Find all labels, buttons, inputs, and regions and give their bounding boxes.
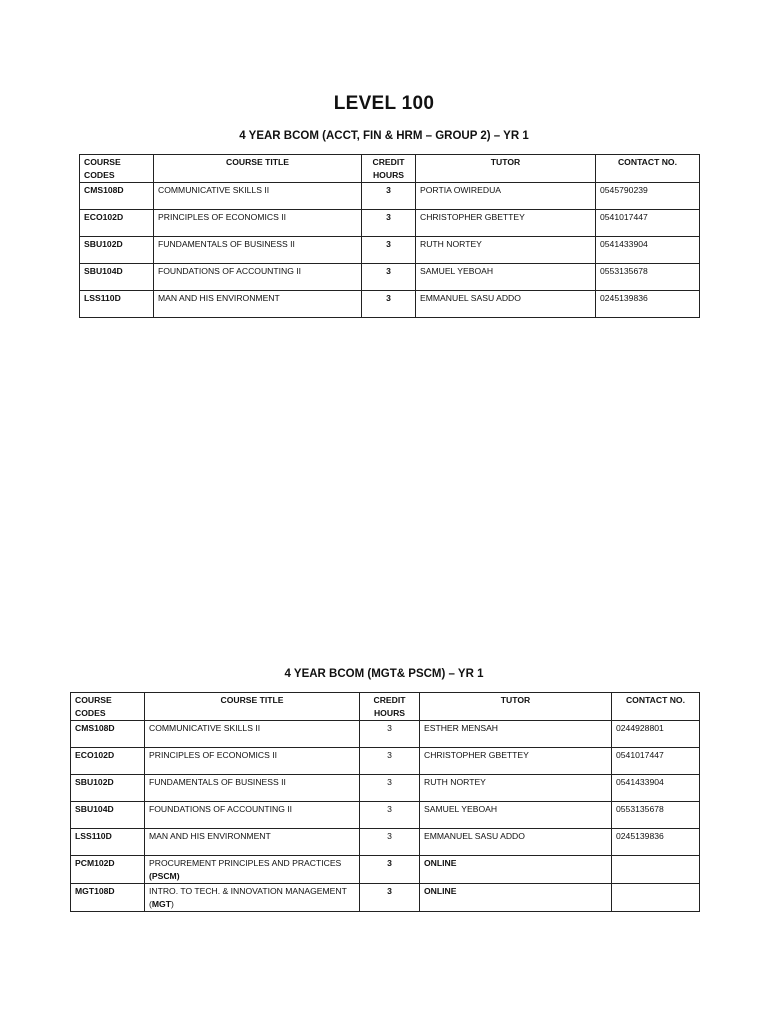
table-row xyxy=(80,210,700,237)
credit-hours: 3 xyxy=(360,775,420,802)
contact-number xyxy=(612,884,700,912)
tutor-name: ESTHER MENSAH xyxy=(420,721,612,748)
table1-title: 4 YEAR BCOM (ACCT, FIN & HRM – GROUP 2) – YR 1 xyxy=(239,130,529,142)
contact-number: 0541017447 xyxy=(612,748,700,775)
course-title xyxy=(145,884,360,912)
table-row xyxy=(80,291,700,318)
course-title: FUNDAMENTALS OF BUSINESS II xyxy=(145,775,360,802)
credit-hours: 3 xyxy=(362,183,416,210)
table-row xyxy=(71,829,700,856)
course-code: LSS110D xyxy=(71,829,145,856)
tutor-name: ONLINE xyxy=(420,856,612,884)
tutor-name: EMMANUEL SASU ADDO xyxy=(420,829,612,856)
credit-hours: 3 xyxy=(360,802,420,829)
credit-hours: 3 xyxy=(360,748,420,775)
course-title: MAN AND HIS ENVIRONMENT xyxy=(145,829,360,856)
contact-number: 0541433904 xyxy=(612,775,700,802)
course-title: FOUNDATIONS OF ACCOUNTING II xyxy=(145,802,360,829)
course-title: PRINCIPLES OF ECONOMICS II xyxy=(145,748,360,775)
credit-hours: 3 xyxy=(362,237,416,264)
course-title-main: INTRO. TO TECH. & INNOVATION MANAGEMENT ( xyxy=(149,886,347,909)
course-code: ECO102D xyxy=(71,748,145,775)
header-tutor: TUTOR xyxy=(420,693,612,721)
course-code: LSS110D xyxy=(80,291,154,318)
tutor-name: RUTH NORTEY xyxy=(416,237,596,264)
contact-number: 0541017447 xyxy=(596,210,700,237)
course-title-end: ) xyxy=(170,898,174,909)
course-code: SBU102D xyxy=(71,775,145,802)
credit-hours: 3 xyxy=(362,210,416,237)
tutor-name: RUTH NORTEY xyxy=(420,775,612,802)
header-tutor: TUTOR xyxy=(416,155,596,183)
contact-number: 0545790239 xyxy=(596,183,700,210)
credit-hours: 3 xyxy=(360,829,420,856)
tutor-name: EMMANUEL SASU ADDO xyxy=(416,291,596,318)
course-title-main: PROCUREMENT PRINCIPLES AND PRACTICES xyxy=(149,858,342,868)
table-row xyxy=(71,802,700,829)
header-contact-no: CONTACT NO. xyxy=(612,693,700,721)
table-row xyxy=(71,721,700,748)
course-code: SBU104D xyxy=(71,802,145,829)
course-code: SBU102D xyxy=(80,237,154,264)
course-code: SBU104D xyxy=(80,264,154,291)
course-code: PCM102D xyxy=(71,856,145,884)
table-row xyxy=(80,237,700,264)
table-row xyxy=(80,264,700,291)
tutor-name: PORTIA OWIREDUA xyxy=(416,183,596,210)
credit-hours: 3 xyxy=(362,291,416,318)
course-table-group2 xyxy=(79,154,700,318)
course-table-mgt-pscm xyxy=(70,692,700,912)
course-title: MAN AND HIS ENVIRONMENT xyxy=(154,291,362,318)
contact-number xyxy=(612,856,700,884)
course-title: PRINCIPLES OF ECONOMICS II xyxy=(154,210,362,237)
course-title-abbr: (PSCM) xyxy=(149,870,180,881)
contact-number: 0244928801 xyxy=(612,721,700,748)
table-header-row xyxy=(80,155,700,183)
course-title: FUNDAMENTALS OF BUSINESS II xyxy=(154,237,362,264)
header-contact-no: CONTACT NO. xyxy=(596,155,700,183)
tutor-name: CHRISTOPHER GBETTEY xyxy=(420,748,612,775)
credit-hours: 3 xyxy=(360,884,420,912)
header-course-codes: COURSE CODES xyxy=(71,693,145,721)
table-row xyxy=(71,775,700,802)
table-row xyxy=(71,884,700,912)
course-title-abbr: MGT xyxy=(151,898,171,909)
table-row xyxy=(71,856,700,884)
course-title xyxy=(145,856,360,884)
course-code: CMS108D xyxy=(71,721,145,748)
course-code: ECO102D xyxy=(80,210,154,237)
header-credit-hours: CREDIT HOURS xyxy=(360,693,420,721)
course-title: COMMUNICATIVE SKILLS II xyxy=(145,721,360,748)
credit-hours: 3 xyxy=(362,264,416,291)
header-credit-hours: CREDIT HOURS xyxy=(362,155,416,183)
tutor-name: CHRISTOPHER GBETTEY xyxy=(416,210,596,237)
course-code: MGT108D xyxy=(71,884,145,912)
contact-number: 0553135678 xyxy=(596,264,700,291)
page-title: LEVEL 100 xyxy=(333,93,435,114)
course-title: FOUNDATIONS OF ACCOUNTING II xyxy=(154,264,362,291)
tutor-name: SAMUEL YEBOAH xyxy=(416,264,596,291)
contact-number: 0541433904 xyxy=(596,237,700,264)
contact-number: 0553135678 xyxy=(612,802,700,829)
header-course-codes: COURSE CODES xyxy=(80,155,154,183)
table-header-row xyxy=(71,693,700,721)
course-code: CMS108D xyxy=(80,183,154,210)
contact-number: 0245139836 xyxy=(596,291,700,318)
course-title: COMMUNICATIVE SKILLS II xyxy=(154,183,362,210)
tutor-name: ONLINE xyxy=(420,884,612,912)
table-row xyxy=(80,183,700,210)
credit-hours: 3 xyxy=(360,856,420,884)
credit-hours: 3 xyxy=(360,721,420,748)
contact-number: 0245139836 xyxy=(612,829,700,856)
header-course-title: COURSE TITLE xyxy=(154,155,362,183)
table-row xyxy=(71,748,700,775)
table2-title: 4 YEAR BCOM (MGT& PSCM) – YR 1 xyxy=(284,668,484,680)
tutor-name: SAMUEL YEBOAH xyxy=(420,802,612,829)
header-course-title: COURSE TITLE xyxy=(145,693,360,721)
